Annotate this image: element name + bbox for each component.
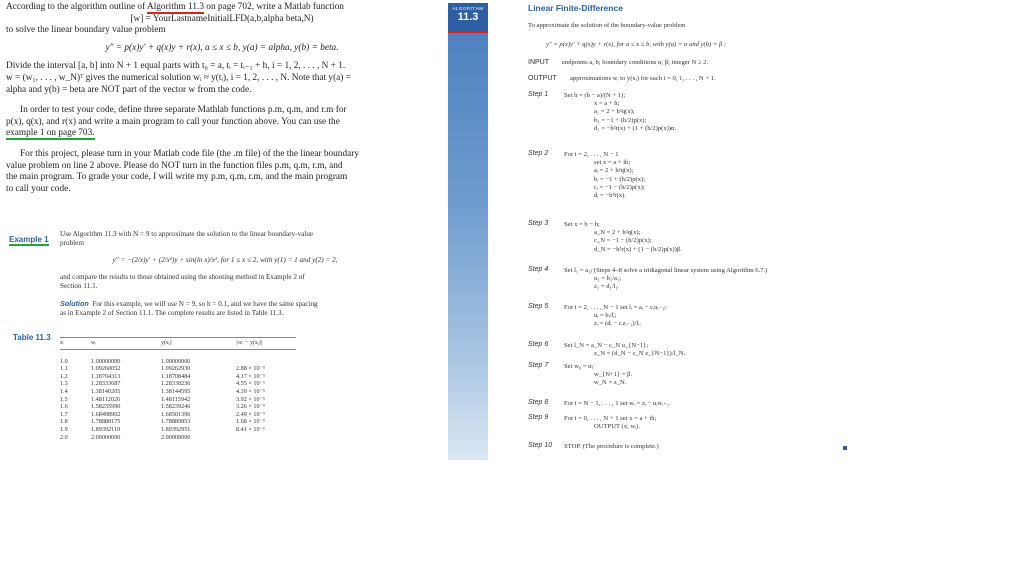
function-signature: [w] = YourLastnameInitialLFD(a,b,alpha beta,N) xyxy=(130,13,314,24)
algorithm-step-line: x = a + h; xyxy=(594,100,620,108)
table-title: Table 11.3 xyxy=(13,333,51,342)
table-cell: 1.68501396 xyxy=(161,410,191,418)
algorithm-step-line: For i = 2, . . . , N − 1 set lᵢ = aᵢ − cᵢuᵢ₋₁; xyxy=(564,304,667,311)
algorithm-step-line: Set l_N = a_N − c_N u_{N−1}; xyxy=(564,342,649,349)
table-cell: 1.18704313 xyxy=(91,372,121,380)
table-cell: 1.78889853 xyxy=(161,418,191,426)
table-cell: 1.7 xyxy=(60,410,68,418)
algorithm-step-line: bᵢ = −1 + (h/2)p(x); xyxy=(594,175,646,183)
para4-line1: For this project, please turn in your Matlab code file (the .m file) of the the linear boundary xyxy=(20,148,359,159)
algorithm-step-label: Step 3 xyxy=(528,220,549,227)
algorithm-step-line: u₁ = b₁/a₁; xyxy=(594,275,622,283)
para2-line1: Divide the interval [a, b] into N + 1 equal parts with t₀ = a, tᵢ = tᵢ₋₁ + h, i = 1, 2, . . . , N + 1. xyxy=(6,61,346,72)
table-cell: 1.09260052 xyxy=(91,365,121,373)
table-cell xyxy=(236,349,296,365)
table-cell: 1.3 xyxy=(60,380,68,388)
table-cell: 1.00000000 xyxy=(161,357,191,365)
table-cell: 1.48115942 xyxy=(161,395,191,403)
para4-line4: to call your code. xyxy=(6,183,71,194)
algorithm-step-line: d_N = −h²r(x) + (1 − (h/2)p(x))β. xyxy=(594,245,682,253)
algorithm-title: Linear Finite-Difference xyxy=(528,3,623,13)
algorithm-badge xyxy=(448,3,488,31)
table-row xyxy=(60,426,296,434)
table-cell: 1.38144595 xyxy=(161,387,191,395)
para1-text-cont: on page 702, write a Matlab function xyxy=(203,2,344,12)
algorithm-step-line: STOP. (The procedure is complete.) xyxy=(564,443,659,450)
table-cell: 3.26 × 10⁻⁵ xyxy=(236,403,266,411)
bvp-equation: y″ = p(x)y′ + q(x)y + r(x), a ≤ x ≤ b, y(a) = alpha, y(b) = beta. xyxy=(105,42,339,53)
table-cell: 1.58235990 xyxy=(91,403,121,411)
example-line3: and compare the results to those obtained using the shooting method in Example 2 of xyxy=(60,273,305,281)
algorithm-step-line: cᵢ = −1 − (h/2)p(x); xyxy=(594,183,645,191)
table-cell: 1.1 xyxy=(60,365,68,373)
table-cell: 1.18708484 xyxy=(161,372,191,380)
badge-label: ALGORITHM xyxy=(452,6,484,11)
table-cell: 1.68498902 xyxy=(91,410,121,418)
table-cell: 1.89392951 xyxy=(161,425,191,433)
output-label: OUTPUT xyxy=(528,75,557,82)
end-of-algorithm-marker xyxy=(843,446,847,450)
table-cell xyxy=(236,434,296,442)
algorithm-step-line: Set l₁ = a₁; (Steps 4–8 solve a tridiagonal linear system using Algorithm 6.7.) xyxy=(564,267,768,274)
table-cell: 2.00000000 xyxy=(91,433,121,441)
table-cell: 2.88 × 10⁻⁵ xyxy=(236,365,266,373)
algorithm-step-line: z_N = (d_N − c_N z_{N−1})/l_N. xyxy=(594,350,686,358)
algorithm-step-line: OUTPUT (x, wᵢ). xyxy=(594,423,641,431)
algorithm-step-line: Set x = b − h; xyxy=(564,221,600,228)
algorithm-step-line: zᵢ = (dᵢ − cᵢzᵢ₋₁)/lᵢ. xyxy=(594,320,641,328)
para1-line3: to solve the linear boundary value problem xyxy=(6,25,166,36)
solution-label: Solution xyxy=(60,299,89,308)
algorithm-reference-link[interactable]: Algorithm 11.3 xyxy=(146,2,204,12)
algorithm-step-line: Set h = (b − a)/(N + 1); xyxy=(564,92,626,99)
output-text: approximations wᵢ to y(xᵢ) for each i = 0, 1, . . . , N + 1. xyxy=(570,75,716,82)
para1-text: According to the algorithm outline of xyxy=(6,2,147,12)
algorithm-step-line: b₁ = −1 + (h/2)p(x); xyxy=(594,116,647,124)
table-cell: 1.28338236 xyxy=(161,380,191,388)
algorithm-step-line: set x = a + ih; xyxy=(594,159,631,167)
table-cell: 1.68 × 10⁻⁵ xyxy=(236,418,266,426)
algorithm-step-line: aᵢ = 2 + h²q(x); xyxy=(594,167,634,175)
table-row xyxy=(60,380,296,388)
algorithm-intro: To approximate the solution of the boundary-value problem xyxy=(528,22,686,29)
table-cell: 1.09262930 xyxy=(161,365,191,373)
col-header-error: |wᵢ − y(xᵢ)| xyxy=(236,338,296,350)
algorithm-step-line: z₁ = d₁/l₁. xyxy=(594,283,620,291)
table-cell: 1.28333687 xyxy=(91,380,121,388)
table-cell: 4.55 × 10⁻⁵ xyxy=(236,380,266,388)
example-line2: problem xyxy=(60,239,84,247)
algorithm-step-line: For i = 0, . . . , N + 1 set x = a + ih; xyxy=(564,415,657,422)
table-cell: 3.92 × 10⁻⁵ xyxy=(236,395,266,403)
col-header-y: y(xᵢ) xyxy=(161,338,236,350)
table-cell: 8.41 × 10⁻⁶ xyxy=(236,425,266,433)
table-cell: 2.0 xyxy=(60,433,68,441)
para2-line3: alpha and y(b) = beta are NOT part of the vector w from the code. xyxy=(6,84,252,95)
algorithm-step-line: a_N = 2 + h²q(x); xyxy=(594,229,641,237)
results-table xyxy=(60,337,296,441)
table-cell: 1.78888175 xyxy=(91,418,121,426)
table-row xyxy=(60,349,296,365)
table-cell: 4.17 × 10⁻⁵ xyxy=(236,372,266,380)
table-row xyxy=(60,373,296,381)
table-row xyxy=(60,411,296,419)
algorithm-step-label: Step 9 xyxy=(528,414,549,421)
table-cell: 1.48112026 xyxy=(91,395,121,403)
algorithm-step-label: Step 10 xyxy=(528,442,553,449)
algorithm-step-label: Step 2 xyxy=(528,150,549,157)
algorithm-side-strip xyxy=(448,33,488,460)
algorithm-step-label: Step 4 xyxy=(528,266,549,273)
table-cell: 1.8 xyxy=(60,418,68,426)
solution-line1: For this example, we will use N = 9, so h = 0.1, and we have the same spacing xyxy=(92,300,318,308)
algorithm-step-line: dᵢ = −h²r(x). xyxy=(594,192,626,199)
table-cell: 2.00000000 xyxy=(161,433,191,441)
algorithm-step-label: Step 7 xyxy=(528,362,549,369)
table-cell: 1.6 xyxy=(60,403,68,411)
example-equation: y″ = −(2/x)y′ + (2/x²)y + sin(ln x)/x², for 1 ≤ x ≤ 2, with y(1) = 1 and y(2) = 2, xyxy=(112,256,338,264)
table-cell: 4.39 × 10⁻⁵ xyxy=(236,387,266,395)
table-cell: 1.58239246 xyxy=(161,403,191,411)
algorithm-step-line: uᵢ = bᵢ/lᵢ; xyxy=(594,312,617,320)
table-row xyxy=(60,403,296,411)
table-cell: 2.49 × 10⁻⁵ xyxy=(236,410,266,418)
table-row xyxy=(60,388,296,396)
algorithm-panel xyxy=(528,0,858,460)
input-label: INPUT xyxy=(528,59,549,66)
algorithm-equation: y″ = p(x)y′ + q(x)y + r(x), for a ≤ x ≤ b, with y(a) = α and y(b) = β : xyxy=(546,41,727,48)
example-reference-link[interactable]: example 1 on page 703. xyxy=(6,128,95,139)
table-row xyxy=(60,418,296,426)
table-cell: 1.5 xyxy=(60,395,68,403)
algorithm-step-line: d₁ = −h²r(x) + (1 + (h/2)p(x))α. xyxy=(594,124,677,132)
algorithm-step-line: For i = 2, . . . , N − 1 xyxy=(564,151,619,158)
table-cell: 1.0 xyxy=(60,357,68,365)
algorithm-step-label: Step 5 xyxy=(528,303,549,310)
col-header-x: xᵢ xyxy=(60,338,91,350)
algorithm-step-line: w_N = z_N. xyxy=(594,379,627,387)
badge-number: 11.3 xyxy=(457,11,479,23)
input-text: endpoints a, b; boundary conditions α, β; integer N ≥ 2. xyxy=(562,59,709,66)
para3-line1: In order to test your code, define three separate Mathlab functions p.m, q.m, and r.m for xyxy=(20,105,347,116)
algorithm-step-label: Step 1 xyxy=(528,91,549,98)
table-cell: 1.4 xyxy=(60,387,68,395)
table-row xyxy=(60,396,296,404)
algorithm-step-line: Set w₀ = α; xyxy=(564,363,594,370)
para4-line3: the main program. To grade your code, I will write my p.m, q.m, r.m, and the main program xyxy=(6,172,348,183)
example-block xyxy=(9,229,49,247)
col-header-w: wᵢ xyxy=(91,338,161,350)
para4-line2: value problem on line 2 above. Please do NOT turn in the function files p.m, q.m, r.m, and xyxy=(6,160,343,171)
table-row xyxy=(60,434,296,442)
table-cell: 1.00000000 xyxy=(91,357,121,365)
para2-line2: w = (w₁, . . . , w_N)ᵀ gives the numerical solution wᵢ ≈ y(tᵢ), i = 1, 2, . . . , N. Note that y(a) = xyxy=(6,72,351,83)
table-row xyxy=(60,365,296,373)
table-cell: 1.38140205 xyxy=(91,387,121,395)
algorithm-step-line: For i = N − 1, . . . , 1 set wᵢ = zᵢ − uᵢwᵢ₊₁. xyxy=(564,400,671,407)
example-line1: Use Algorithm 11.3 with N = 9 to approximate the solution to the linear boundary-value xyxy=(60,230,314,238)
algorithm-step-line: c_N = −1 − (h/2)p(x); xyxy=(594,237,652,245)
algorithm-step-label: Step 8 xyxy=(528,399,549,406)
para3-line2: p(x), q(x), and r(x) and write a main program to call your function above. You can use the xyxy=(6,116,340,127)
table-cell: 1.2 xyxy=(60,372,68,380)
table-cell: 1.9 xyxy=(60,425,68,433)
algorithm-step-line: a₁ = 2 + h²q(x); xyxy=(594,108,635,116)
algorithm-step-label: Step 6 xyxy=(528,341,549,348)
assignment-text xyxy=(6,2,438,195)
example-line4: Section 11.1. xyxy=(60,282,98,290)
solution-line2: as in Example 2 of Section 11.1. The complete results are listed in Table 11.3. xyxy=(60,309,284,317)
example-title: Example 1 xyxy=(9,235,49,244)
algorithm-step-line: w_{N+1} = β. xyxy=(594,371,633,379)
example-body xyxy=(60,230,390,318)
table-cell: 1.89392110 xyxy=(91,425,121,433)
